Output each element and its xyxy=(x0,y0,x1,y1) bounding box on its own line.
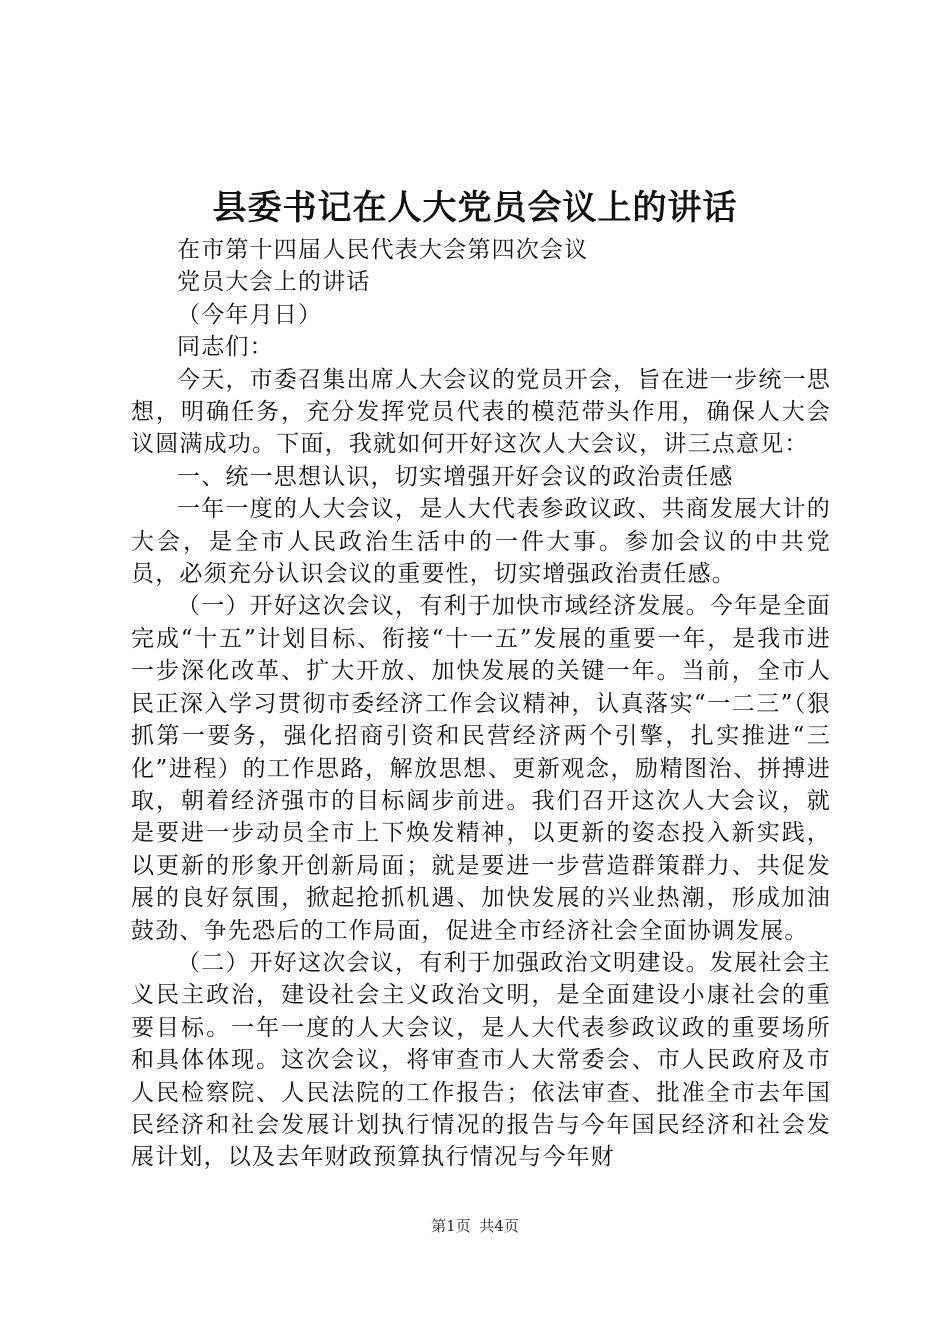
document-title: 县委书记在人大党员会议上的讲话 xyxy=(212,188,738,228)
page-number: 第1页 xyxy=(431,1217,471,1235)
paragraph-salutation: 同志们： xyxy=(177,334,274,361)
page-total: 共4页 xyxy=(479,1217,519,1235)
paragraph-point-2: （二）开好这次会议，有利于加强政治文明建设。发展社会主义民主政治，建设社会主义政治文明，是全面建设小康社会的重要目标。一年一度的人大会议，是人大代表参政议政的重要场所和具体体现。这次会议，将审查市人大常委会、市人民政府及市人民检察院、人民法院的工作报告；依法审查、批准全市去年国民经济和社会发展计划执行情况的报告与今年国民经济和社会发展计划，以及去年财政预算执行情况与今年财 xyxy=(131,949,831,1171)
page-footer xyxy=(0,1216,950,1236)
paragraph-section-1: 一年一度的人大会议，是人大代表参政议政、共商发展大计的大会，是全市人民政治生活中的一件大事。参加会议的中共党员，必须充分认识会议的重要性，切实增强政治责任感。 xyxy=(131,496,831,588)
paragraph-intro: 今天，市委召集出席人大会议的党员开会，旨在进一步统一思想，明确任务，充分发挥党员代表的模范带头作用，确保人大会议圆满成功。下面，我就如何开好这次人大会议，讲三点意见： xyxy=(131,366,831,458)
paragraph-date: （今年月日） xyxy=(177,301,323,328)
document-body xyxy=(131,234,831,1174)
section-heading-1: 一、统一思想认识，切实增强开好会议的政治责任感 xyxy=(177,463,734,490)
paragraph-point-1: （一）开好这次会议，有利于加快市域经济发展。今年是全面完成“十五”计划目标、衔接“十一五”发展的重要一年，是我市进一步深化改革、扩大开放、加快发展的关键一年。当前，全市人民正深入学习贯彻市委经济工作会议精神，认真落实“一二三”（狠抓第一要务，强化招商引资和民营经济两个引擎，扎实推进“三化”进程）的工作思路，解放思想、更新观念，励精图治、拼搏进取，朝着经济强市的目标阔步前进。我们召开这次人大会议，就是要进一步动员全市上下焕发精神，以更新的姿态投入新实践，以更新的形象开创新局面；就是要进一步营造群策群力、共促发展的良好氛围，掀起抢抓机遇、加快发展的兴业热潮，形成加油鼓劲、争先恐后的工作局面，促进全市经济社会全面协调发展。 xyxy=(131,593,831,944)
paragraph-meeting-name: 在市第十四届人民代表大会第四次会议 xyxy=(177,237,589,263)
paragraph-speech-label: 党员大会上的讲话 xyxy=(177,269,371,296)
